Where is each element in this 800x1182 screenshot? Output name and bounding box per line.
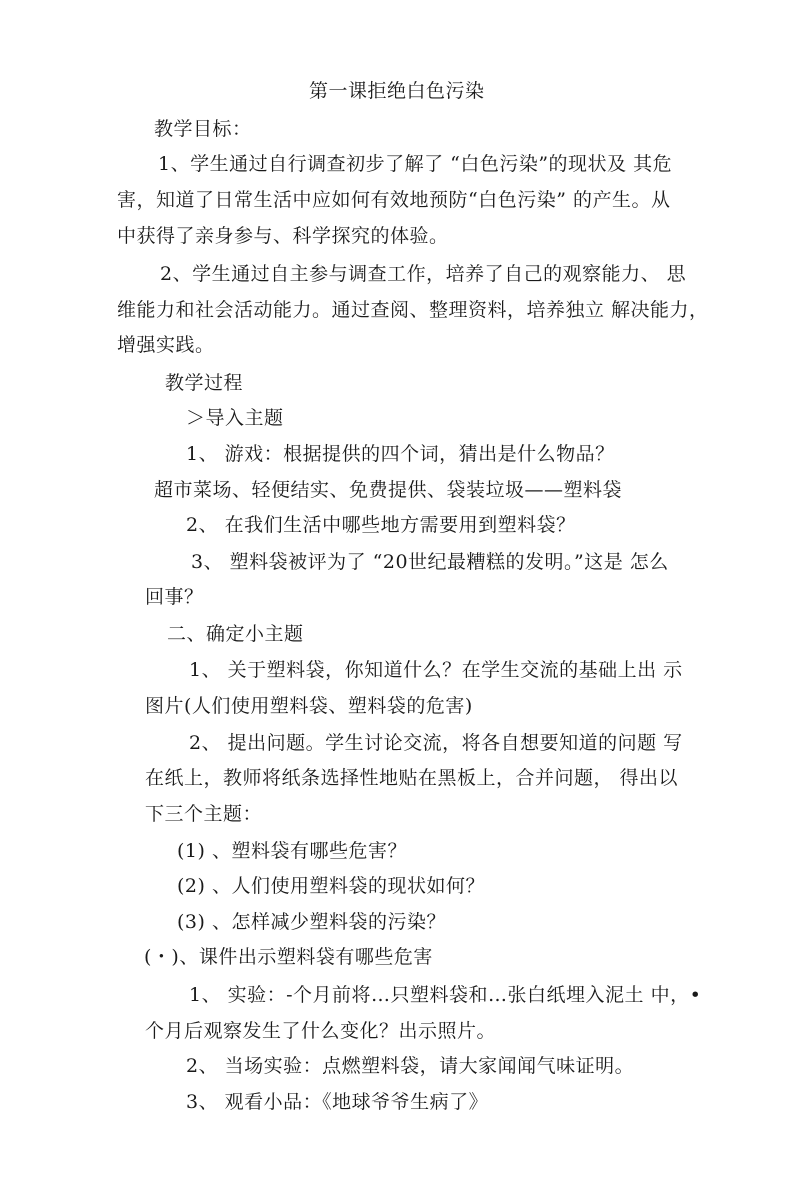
section-3-heading: (・)、课件出示塑料袋有哪些危害 (144, 946, 433, 968)
objective-2-line-3: 增强实践。 (117, 334, 215, 356)
section-1-item-3-line-1: 3、 塑料袋被评为了 “20世纪最糟糕的发明。”这是 怎么 (191, 551, 669, 573)
section-1-item-1-answer: 超市菜场、轻便结实、免费提供、袋装垃圾——塑料袋 (154, 479, 623, 501)
section-2-heading: 二、确定小主题 (167, 623, 304, 645)
section-2-topic-3: (3) 、怎样减少塑料袋的污染？ (177, 911, 446, 933)
section-1-item-3-line-2: 回事？ (145, 586, 204, 608)
objectives-heading: 教学目标： (154, 118, 252, 140)
section-2-topic-1: (1) 、塑料袋有哪些危害？ (177, 840, 407, 862)
section-3-item-1-line-1: 1、 实验：-个月前将…只塑料袋和…张白纸埋入泥土 中，• (189, 984, 702, 1006)
section-1-item-2: 2、 在我们生活中哪些地方需要用到塑料袋？ (186, 514, 576, 536)
section-2-topic-2: (2) 、人们使用塑料袋的现状如何？ (177, 875, 485, 897)
section-2-item-1-line-2: 图片(人们使用塑料袋、塑料袋的危害) (145, 695, 473, 717)
section-3-item-3: 3、 观看小品：《地球爷爷生病了》 (186, 1091, 489, 1113)
section-1-item-1: 1、 游戏：根据提供的四个词，猜出是什么物品？ (186, 443, 615, 465)
objective-2-line-2: 维能力和社会活动能力。通过查阅、整理资料，培养独立 解决能力， (117, 299, 709, 321)
objective-1-line-1: 1、学生通过自行调查初步了解了 “白色污染”的现状及 其危 (158, 153, 673, 175)
section-1-heading: ＞导入主题 (186, 407, 284, 429)
objective-1-line-2: 害，知道了日常生活中应如何有效地预防“白色污染” 的产生。从 (117, 189, 671, 211)
section-2-item-1-line-1: 1、 关于塑料袋，你知道什么？在学生交流的基础上出 示 (189, 659, 683, 681)
section-2-item-2-line-2: 在纸上，教师将纸条选择性地贴在黑板上，合并问题， 得出以 (145, 767, 679, 789)
section-3-item-2: 2、 当场实验：点燃塑料袋，请大家闻闻气味证明。 (186, 1055, 635, 1077)
section-2-item-2-line-3: 下三个主题： (145, 803, 263, 825)
objective-2-line-1: 2、学生通过自主参与调查工作，培养了自己的观察能力、 思 (160, 263, 687, 285)
objective-1-line-3: 中获得了亲身参与、科学探究的体验。 (117, 225, 449, 247)
page-title: 第一课拒绝白色污染 (309, 80, 485, 102)
section-3-item-1-line-2: 个月后观察发生了什么变化？出示照片。 (145, 1020, 497, 1042)
process-heading: 教学过程 (165, 372, 244, 394)
section-2-item-2-line-1: 2、 提出问题。学生讨论交流，将各自想要知道的问题 写 (189, 732, 683, 754)
